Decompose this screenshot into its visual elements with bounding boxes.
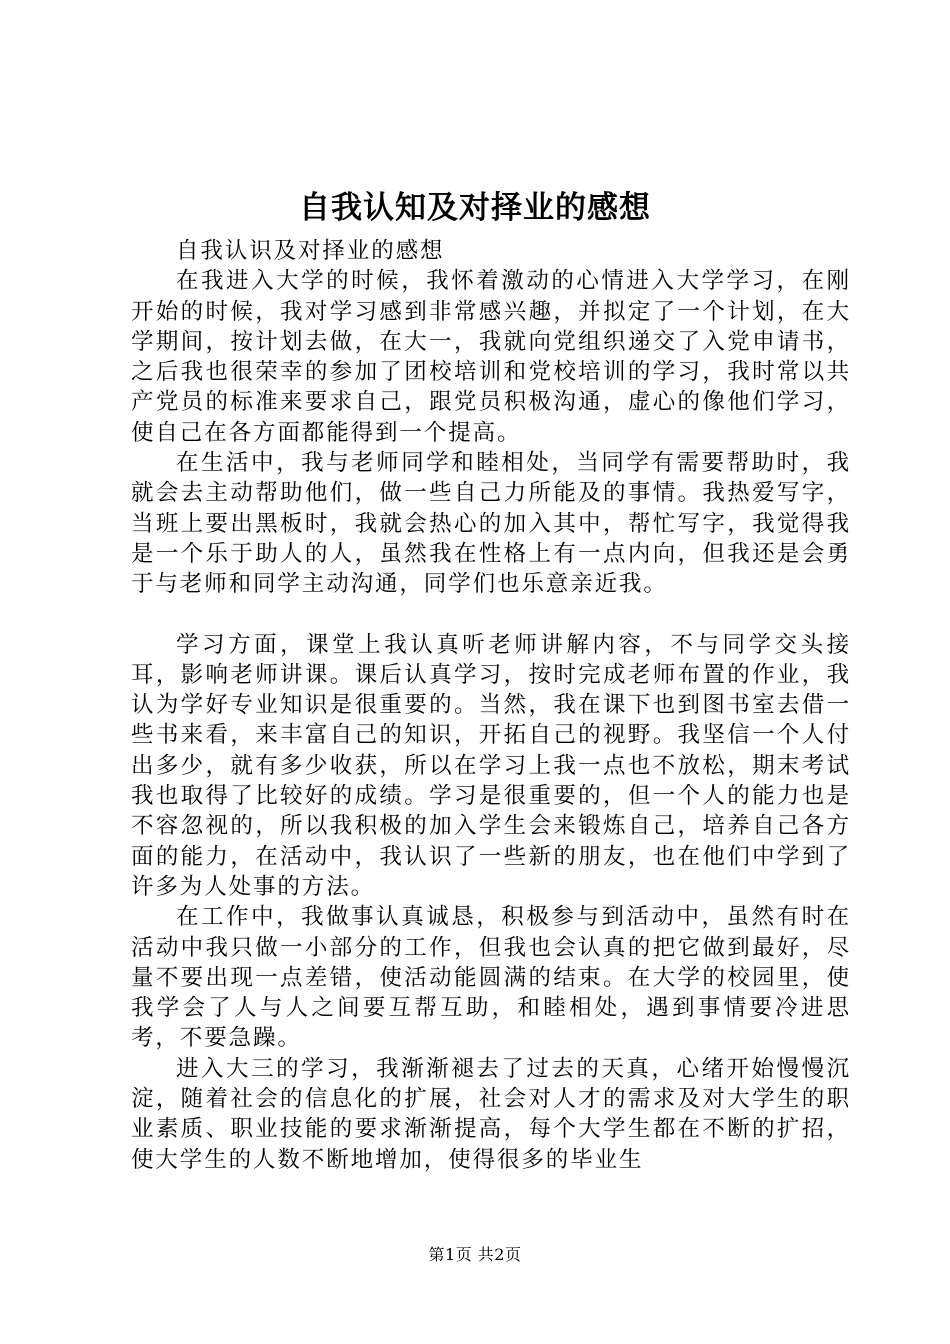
paragraph-life: 在生活中，我与老师同学和睦相处，当同学有需要帮助时，我就会去主动帮助他们，做一些自己力所能及的事情。我热爱写字，当班上要出黑板时，我就会热心的加入其中，帮忙写字，我觉得我是一个乐于助人的人，虽然我在性格上有一点内向，但我还是会勇于与老师和同学主动沟通，同学们也乐意亲近我。 [131, 450, 851, 598]
paragraph-study-party: 在我进入大学的时候，我怀着激动的心情进入大学学习，在刚开始的时候，我对学习感到非常感兴趣，并拟定了一个计划，在大学期间，按计划去做，在大一，我就向党组织递交了入党申请书，之后我也很荣幸的参加了团校培训和党校培训的学习，我时常以共产党员的标准来要求自己，跟党员积极沟通，虚心的像他们学习，使自己在各方面都能得到一个提高。 [131, 268, 851, 446]
page-footer: 第1页 共2页 [428, 1245, 522, 1264]
paragraph-work: 在工作中，我做事认真诚恳，积极参与到活动中，虽然有时在活动中我只做一小部分的工作，但我也会认真的把它做到最好，尽量不要出现一点差错，使活动能圆满的结束。在大学的校园里，使我学会了人与人之间要互帮互助，和睦相处，遇到事情要冷进思考，不要急躁。 [131, 904, 851, 1052]
subtitle-paragraph: 自我认识及对择业的感想 [176, 238, 445, 264]
paragraph-learning: 学习方面，课堂上我认真听老师讲解内容，不与同学交头接耳，影响老师讲课。课后认真学习，按时完成老师布置的作业，我认为学好专业知识是很重要的。当然，我在课下也到图书室去借一些书来看，来丰富自己的知识，开拓自己的视野。我坚信一个人付出多少，就有多少收获，所以在学习上我一点也不放松，期末考试我也取得了比较好的成绩。学习是很重要的，但一个人的能力也是不容忽视的，所以我积极的加入学生会来锻炼自己，培养自己各方面的能力，在活动中，我认识了一些新的朋友，也在他们中学到了许多为人处事的方法。 [131, 631, 851, 900]
paragraph-junior-year: 进入大三的学习，我渐渐褪去了过去的天真，心绪开始慢慢沉淀，随着社会的信息化的扩展，社会对人才的需求及对大学生的职业素质、职业技能的要求渐渐提高，每个大学生都在不断的扩招，使大学生的人数不断地增加，使得很多的毕业生 [131, 1055, 851, 1173]
document-title: 自我认知及对择业的感想 [299, 190, 651, 226]
document-body [131, 236, 851, 1175]
